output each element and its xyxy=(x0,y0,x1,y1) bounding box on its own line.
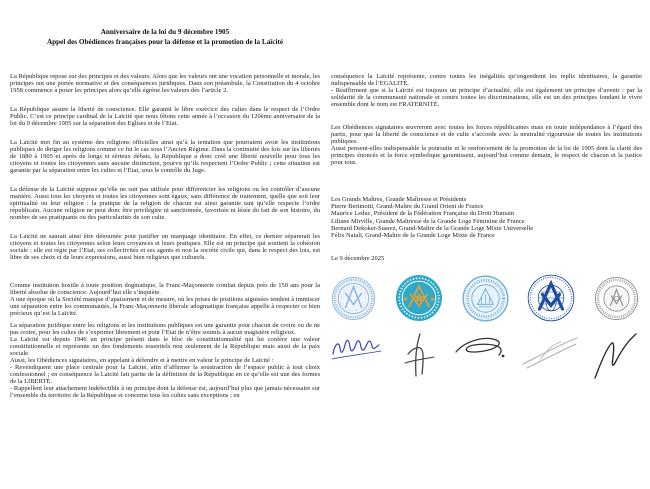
title-line-1: Anniversaire de la loi du 9 décembre 1905 xyxy=(100,28,230,36)
paragraph: La défense de la Laïcité suppose qu’elle ne soit pas utilisée pour différencier les religions ou les contrôler d’aucune manière. Aussi tous les citoyens et toutes les citoyennes sont égaux, sans différence de traitement, quelle que soit leur spiritualité ou leur religion : la pratique de la religion de chacun est ainsi garantie tant qu’elle respecte l’ordre républicain. Aucune religion ne peut donc être privilégiée ni sanctionnée, favorisée ni lésée du fait de son histoire, du nombre de ses pratiquants ou des particularités de son culte. xyxy=(10,186,320,221)
paragraph: Aussi pensent-elles indispensable la poursuite et le renforcement de la promotion de la loi de 1905 dont la clarté des principes énoncés et la force symbolique garantissent, aujourd’hui comme demain, le respect de chacun et la justice pour tous. xyxy=(331,145,642,166)
signatory-line: Bernard Dekoker-Suarez, Grand-Maître de la Grande Loge Mixte Universelle xyxy=(331,224,534,232)
document-title xyxy=(10,27,320,47)
signature xyxy=(331,332,387,372)
seal-grande-loge-mixte-universelle-icon xyxy=(527,274,575,322)
signature xyxy=(400,332,440,380)
seal-grande-loge-feminine-icon xyxy=(462,275,509,322)
seal-grand-orient-de-france-icon xyxy=(331,276,376,321)
date-line: Le 9 décembre 2025 xyxy=(331,255,385,263)
paragraph: La Laïcité ne saurait ainsi être détournée pour justifier un marquage identitaire. En effet, ce dernier séparerait les citoyens et toutes les citoyennes selon leurs croyances et leurs pratiques. Elle est un principe qui soutient la cohésion sociale ; elle est régie par l’Etat, ses collectivités et ses agents et non la société civile qui, dans le respect des lois, est libre de ses choix et de leurs expressions, aussi bien religieux que culturels. xyxy=(10,233,320,261)
signature xyxy=(591,332,639,382)
seal-grande-loge-mixte-de-france-icon xyxy=(594,276,639,321)
signatory-line: Pierre Bertinotti, Grand-Maître du Grand Orient de France xyxy=(331,203,484,211)
paragraph: La Laïcité est depuis 1946 un principe présent dans le bloc de constitutionnalité qui lui confère une valeur constitutionnelle et représente un des fondements essentiels non seulement de la République mais aussi de la paix sociale. xyxy=(10,336,320,357)
signatory-line: Liliane Mirville, Grande Maîtresse de la Grande Loge Féminine de France xyxy=(331,217,525,225)
paragraph: Comme institution hostile à toute position dogmatique, la Franc-Maçonnerie combat depuis près de 150 ans pour la liberté absolue de conscience. Aujourd’hui elle s’inquiète. xyxy=(10,282,320,296)
title-line-2: Appel des Obédiences françaises pour la défense et la promotion de la Laïcité xyxy=(46,38,284,46)
paragraph: La République assure la liberté de conscience. Elle garantit le libre exercice des cultes dans le respect de l’Ordre Public. C’est ce principe cardinal de la Laïcité que nous fêtons cette année à l’occasion du 120ème anniversaire de la loi du 9 décembre 1905 sur la séparation des Eglises et de l’Etat. xyxy=(10,106,320,127)
paragraph: A une époque où la Société manque d’apaisement et de mesure, où les prises de positions aiguisées tendent à immiscer une séparation entre les communautés, la Franc-Maçonnerie libérale adogmatique française appelle à respecter ce bien précieux qu’est la Laïcité. xyxy=(10,296,320,317)
paragraph: La séparation juridique entre les religions et les institutions publiques est une garantie pour chacun de croire ou de ne pas croire, pour les cultes de s’exprimer librement et pour l’Etat de n’être soumis à aucun magistère religieux. xyxy=(10,322,320,336)
signatory-line: Félix Natali, Grand-Maître de la Grande Loge Mixte de France xyxy=(331,232,495,240)
signature xyxy=(521,332,579,372)
paragraph: - Rappellent leur attachement indéfectible à un principe dont la défense est, aujourd’hui plus que jamais nécessaire sur l’ensemble du territoire de la République et concerne tous les cultes sans exceptions ; en xyxy=(10,385,320,399)
signatory-line: Maurice Leduc, Président de la Fédération Française du Droit Humain xyxy=(331,210,515,218)
signatures-row xyxy=(331,332,639,382)
paragraph: La Laïcité met fin au système des religions officielles ainsi qu’à la tentation que pourraient avoir les institutions publiques de diriger les religions comme ce fut le cas sous l’Ancien Régime. Dans la continuité des lois sur les libertés de 1880 à 1905 et après de longs et sérieux débats, la République a donc créé une liberté nouvelle pour tous les citoyens et toutes les citoyennes sans aucune distinction, pourvu qu’ils respectent l’Ordre Public ; cette situation est garantie par la séparation entre les cultes et l’Etat, sous le contrôle du Juge. xyxy=(10,139,320,174)
signatories-heading: Les Grands Maîtres, Grande Maîtresse et Présidents xyxy=(331,196,467,203)
paragraph: Aussi, les Obédiences signataires, en appelant à défendre et à mettre en valeur le principe de Laïcité : xyxy=(10,357,274,364)
signature xyxy=(452,332,508,368)
right-column xyxy=(331,73,642,382)
left-column xyxy=(10,73,320,399)
seal-droit-humain-icon xyxy=(395,274,443,322)
paragraph: La République repose sur des principes et des valeurs. Alors que les valeurs ont une vocation personnelle et morale, les principes ont une portée normative et des conséquences juridiques. Dans son préambule, la Constitution du 4 octobre 1958 commence à poser les principes alors qu’elle égrène les valeurs dès l’article 2. xyxy=(10,73,320,94)
paragraph: - Revendiquent une place centrale pour la Laïcité, afin d’affirmer la soustraction de l’espace public à tout choix confessionnel ; en conséquence la Laïcité fait partie de la définition de la République en ce qu’elle est une des formes de la LIBERTÉ. xyxy=(10,364,320,385)
paragraph: Les Obédiences signataires œuvreront avec toutes les forces républicaines mais en toute indépendance à l’égard des partis, pour que la liberté de conscience et de culte s’accorde avec la neutralité rigoureuse de toutes les institutions publiques. xyxy=(331,124,642,145)
signatories-list xyxy=(331,196,642,239)
seals-row xyxy=(331,274,639,322)
paragraph: conséquence la Laïcité représente, contre toutes les inégalités qu’engendrent les replis identitaires, la garantie indispensable de l’EGALITÉ. xyxy=(331,73,642,87)
paragraph: - Réaffirment que si la Laïcité est toujours un principe d’actualité, elle est également un principe d’avenir : par la solidarité de la communauté nationale et contre toutes les discriminations, elle est un des principes fondant le vivre ensemble dont le nom est FRATERNITÉ. xyxy=(331,87,642,108)
